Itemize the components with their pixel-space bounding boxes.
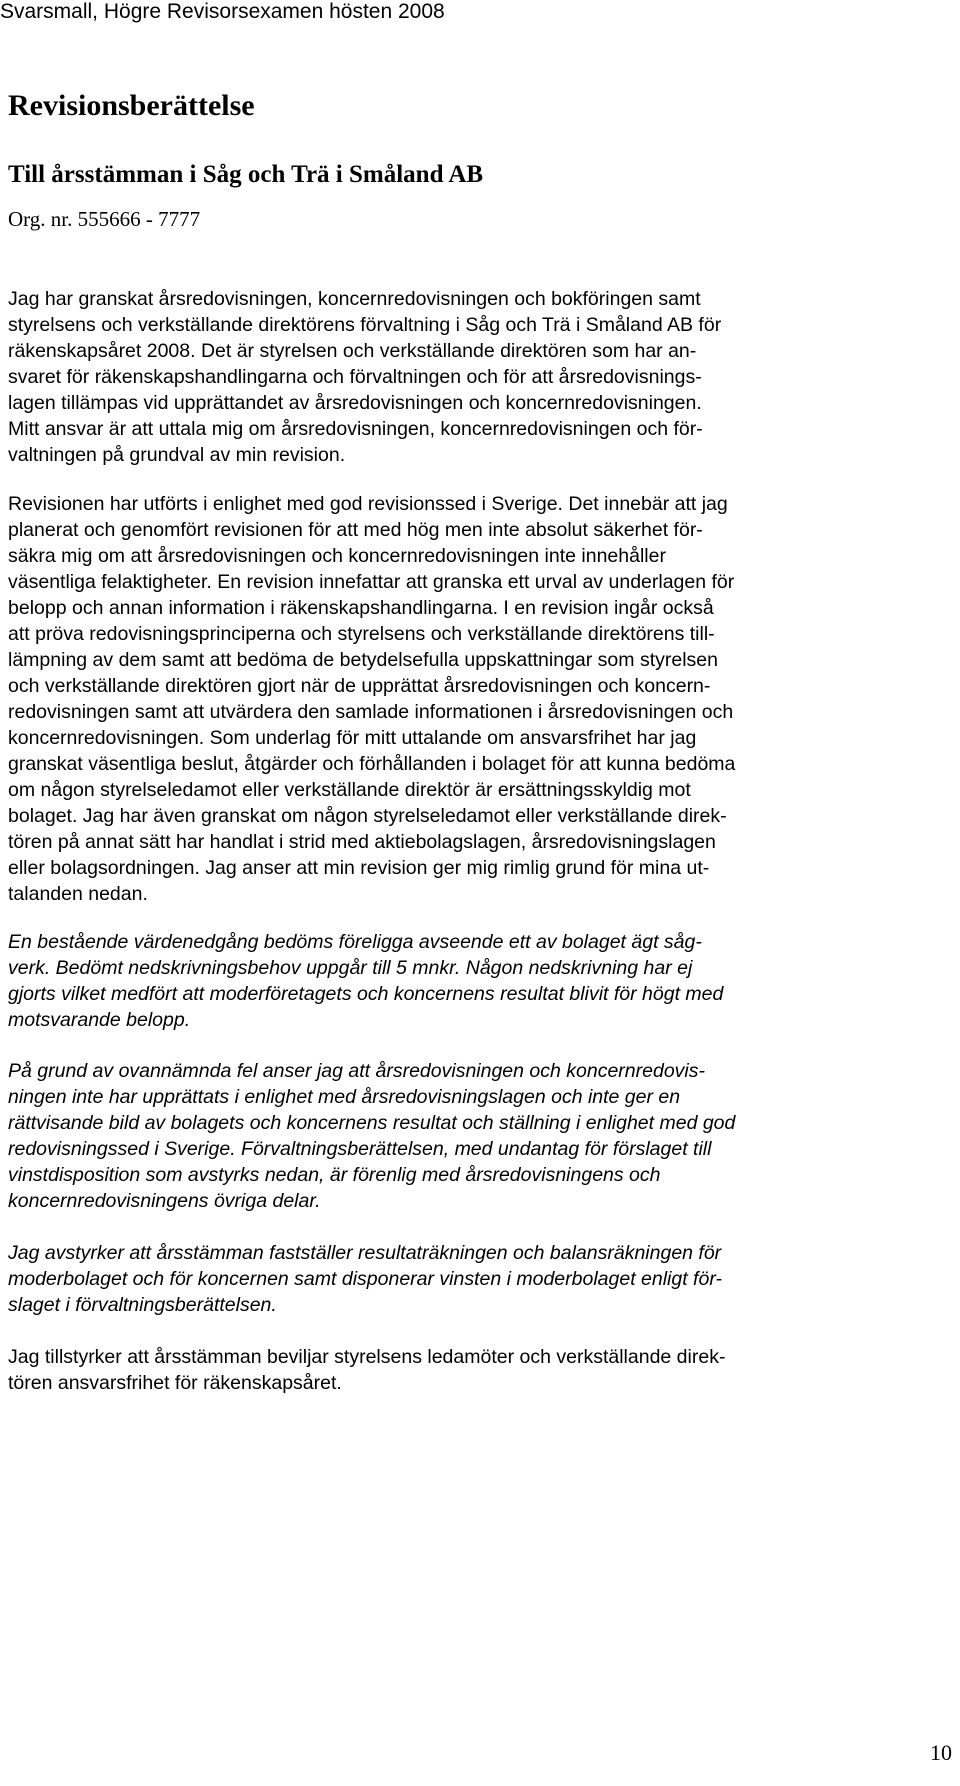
text-line: koncernredovisningen. Som underlag för mitt uttalande om ansvarsfrihet har jag [8,727,697,749]
document-title: Revisionsberättelse [8,89,255,122]
text-line: och verkställande direktören gjort när de upprättat årsredovisningen och koncern- [8,675,711,697]
text-line: motsvarande belopp. [8,1009,191,1031]
text-line: verk. Bedömt nedskrivningsbehov uppgår till 5 mnkr. Någon nedskrivning har ej [8,957,693,979]
paragraph-responsibility [8,286,948,468]
text-line: valtningen på grundval av min revision. [8,444,346,466]
text-line: gjorts vilket medfört att moderföretagets och koncernens resultat blivit för högt med [8,983,724,1005]
text-line: Revisionen har utförts i enlighet med god revisionssed i Sverige. Det innebär att jag [8,493,728,515]
page-number: 10 [930,1740,952,1765]
text-line: lämpning av dem samt att bedöma de betydelsefulla uppskattningar som styrelsen [8,649,718,671]
text-line: Jag har granskat årsredovisningen, koncernredovisningen och bokföringen samt [8,288,701,310]
text-line: vinstdisposition som avstyrks nedan, är förenlig med årsredovisningens och [8,1164,661,1186]
text-line: redovisningen samt att utvärdera den samlade informationen i årsredovisningen och [8,701,734,723]
text-line: styrelsens och verkställande direktörens förvaltning i Såg och Trä i Småland AB för [8,314,722,336]
text-line: säkra mig om att årsredovisningen och koncernredovisningen inte innehåller [8,545,666,567]
text-line: räkenskapsåret 2008. Det är styrelsen och verkställande direktören som har an- [8,340,697,362]
text-line: väsentliga felaktigheter. En revision innefattar att granska ett urval av underlagen för [8,571,735,593]
text-line: tören på annat sätt har handlat i strid med aktiebolagslagen, årsredovisningslagen [8,831,716,853]
text-line: Jag tillstyrker att årsstämman beviljar styrelsens ledamöter och verkställande direk- [8,1346,726,1368]
recipient-line: Till årsstämman i Såg och Trä i Småland AB [8,161,484,188]
paragraph-impairment-note [8,929,948,1033]
paragraph-qualified-opinion [8,1058,948,1214]
text-line: eller bolagsordningen. Jag anser att min revision ger mig rimlig grund för mina ut- [8,857,710,879]
text-line: redovisningssed i Sverige. Förvaltningsberättelsen, med undantag för förslaget till [8,1138,712,1160]
text-line: På grund av ovannämnda fel anser jag att årsredovisningen och koncernredovis- [8,1060,706,1082]
text-line: tören ansvarsfrihet för räkenskapsåret. [8,1372,342,1394]
text-line: moderbolaget och för koncernen samt disponerar vinsten i moderbolaget enligt för- [8,1268,722,1290]
text-line: ningen inte har upprättats i enlighet med årsredovisningslagen och inte ger en [8,1086,681,1108]
page-header: Svarsmall, Högre Revisorsexamen hösten 2008 [0,0,445,23]
text-line: svaret för räkenskapshandlingarna och förvaltningen och för att årsredovisnings- [8,366,702,388]
text-line: Jag avstyrker att årsstämman fastställer resultaträkningen och balansräkningen för [8,1242,722,1264]
org-number: Org. nr. 555666 - 7777 [8,207,201,231]
text-line: belopp och annan information i räkenskapshandlingarna. I en revision ingår också [8,597,714,619]
text-line: bolaget. Jag har även granskat om någon styrelseledamot eller verkställande direk- [8,805,727,827]
text-line: rättvisande bild av bolagets och koncernens resultat och ställning i enlighet med god [8,1112,736,1134]
paragraph-discharge [8,1344,948,1396]
text-line: granskat väsentliga beslut, åtgärder och förhållanden i bolaget för att kunna bedöma [8,753,736,775]
text-line: talanden nedan. [8,883,148,905]
text-line: Mitt ansvar är att uttala mig om årsredovisningen, koncernredovisningen och för- [8,418,703,440]
text-line: slaget i förvaltningsberättelsen. [8,1294,277,1316]
text-line: En bestående värdenedgång bedöms föreligga avseende ett av bolaget ägt såg- [8,931,702,953]
paragraph-disapproval [8,1240,948,1318]
text-line: koncernredovisningens övriga delar. [8,1190,321,1212]
text-line: lagen tillämpas vid upprättandet av årsredovisningen och koncernredovisningen. [8,392,702,414]
text-line: att pröva redovisningsprinciperna och styrelsens och verkställande direktörens till- [8,623,715,645]
text-line: planerat och genomfört revisionen för att med hög men inte absolut säkerhet för- [8,519,703,541]
paragraph-audit-scope [8,491,948,907]
text-line: om någon styrelseledamot eller verkställande direktör är ersättningsskyldig mot [8,779,691,801]
